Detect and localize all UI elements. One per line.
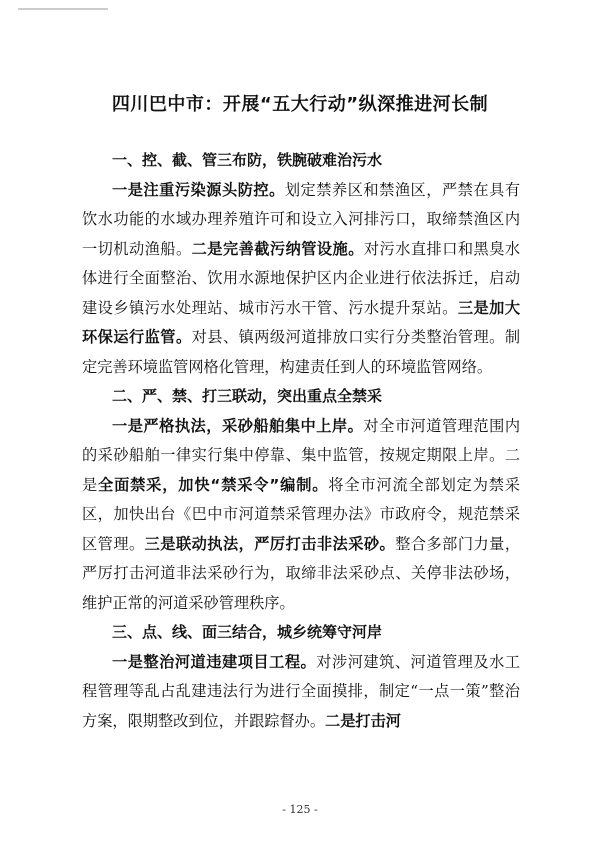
section-paragraph-2 xyxy=(82,412,520,619)
scan-artifact xyxy=(18,8,108,10)
bold-lead: 一是注重污染源头防控。 xyxy=(112,180,285,199)
bold-lead: 三是联动执法，严厉打击非法采砂。 xyxy=(144,534,396,553)
text-run: 将全市河流全部划定为禁采区，加快出台《巴中市河道禁采管理办法》市政府令，规范禁采区管理。 xyxy=(82,475,520,553)
bold-lead: 二是打击河 xyxy=(325,711,401,730)
text-run: 划定禁养区和禁渔区，严禁在具有饮水功能的水域办理养殖许可和设立入河排污口，取缔禁渔区内一切机动渔船。 xyxy=(82,180,521,258)
page-number: - 125 - xyxy=(282,803,318,816)
section-heading-2: 二、严、禁、打三联动，突出重点全禁采 xyxy=(112,387,383,405)
text-run: 二是 xyxy=(82,446,520,494)
bold-lead: 一是严格执法，采砂船舶集中上岸。 xyxy=(112,416,364,435)
text-run: 对全市河道管理范围内的采砂船舶一律实行集中停靠、集中监管，按规定期限上岸。 xyxy=(82,416,521,464)
bold-lead: 二是完善截污纳管设施。 xyxy=(191,239,364,258)
section-paragraph-1 xyxy=(82,176,520,383)
bold-lead: 三是加大环保运行监管。 xyxy=(82,298,521,346)
bold-lead: 全面禁采，加快“禁采令”编制。 xyxy=(98,475,329,494)
document-body xyxy=(82,146,520,736)
bold-lead: 一是整治河道违建项目工程。 xyxy=(112,652,317,671)
text-run: 对污水直排口和黑臭水体进行全面整治、饮用水源地保护区内企业进行依法拆迁，启动建设乡镇污水处理站、城市污水干管、污水提升泵站。 xyxy=(82,239,521,317)
section-paragraph-3 xyxy=(82,648,520,737)
document-title: 四川巴中市：开展“五大行动”纵深推进河长制 xyxy=(111,94,489,115)
text-run: 对涉河建筑、河道管理及水工程管理等乱占乱建违法行为进行全面摸排，制定“一点一策”整治方案，限期整改到位，并跟踪督办。 xyxy=(82,652,521,730)
section-heading-1: 一、控、截、管三布防，铁腕破难治污水 xyxy=(112,151,383,169)
section-heading-3: 三、点、线、面三结合，城乡统筹守河岸 xyxy=(112,623,383,641)
text-run: 对县、镇两级河道排放口实行分类整治管理。制定完善环境监管网格化管理，构建责任到人的环境监管网络。 xyxy=(82,328,521,376)
text-run: 整合多部门力量，严厉打击河道非法采砂行为，取缔非法采砂点、关停非法砂场，维护正常的河道采砂管理秩序。 xyxy=(82,534,521,612)
